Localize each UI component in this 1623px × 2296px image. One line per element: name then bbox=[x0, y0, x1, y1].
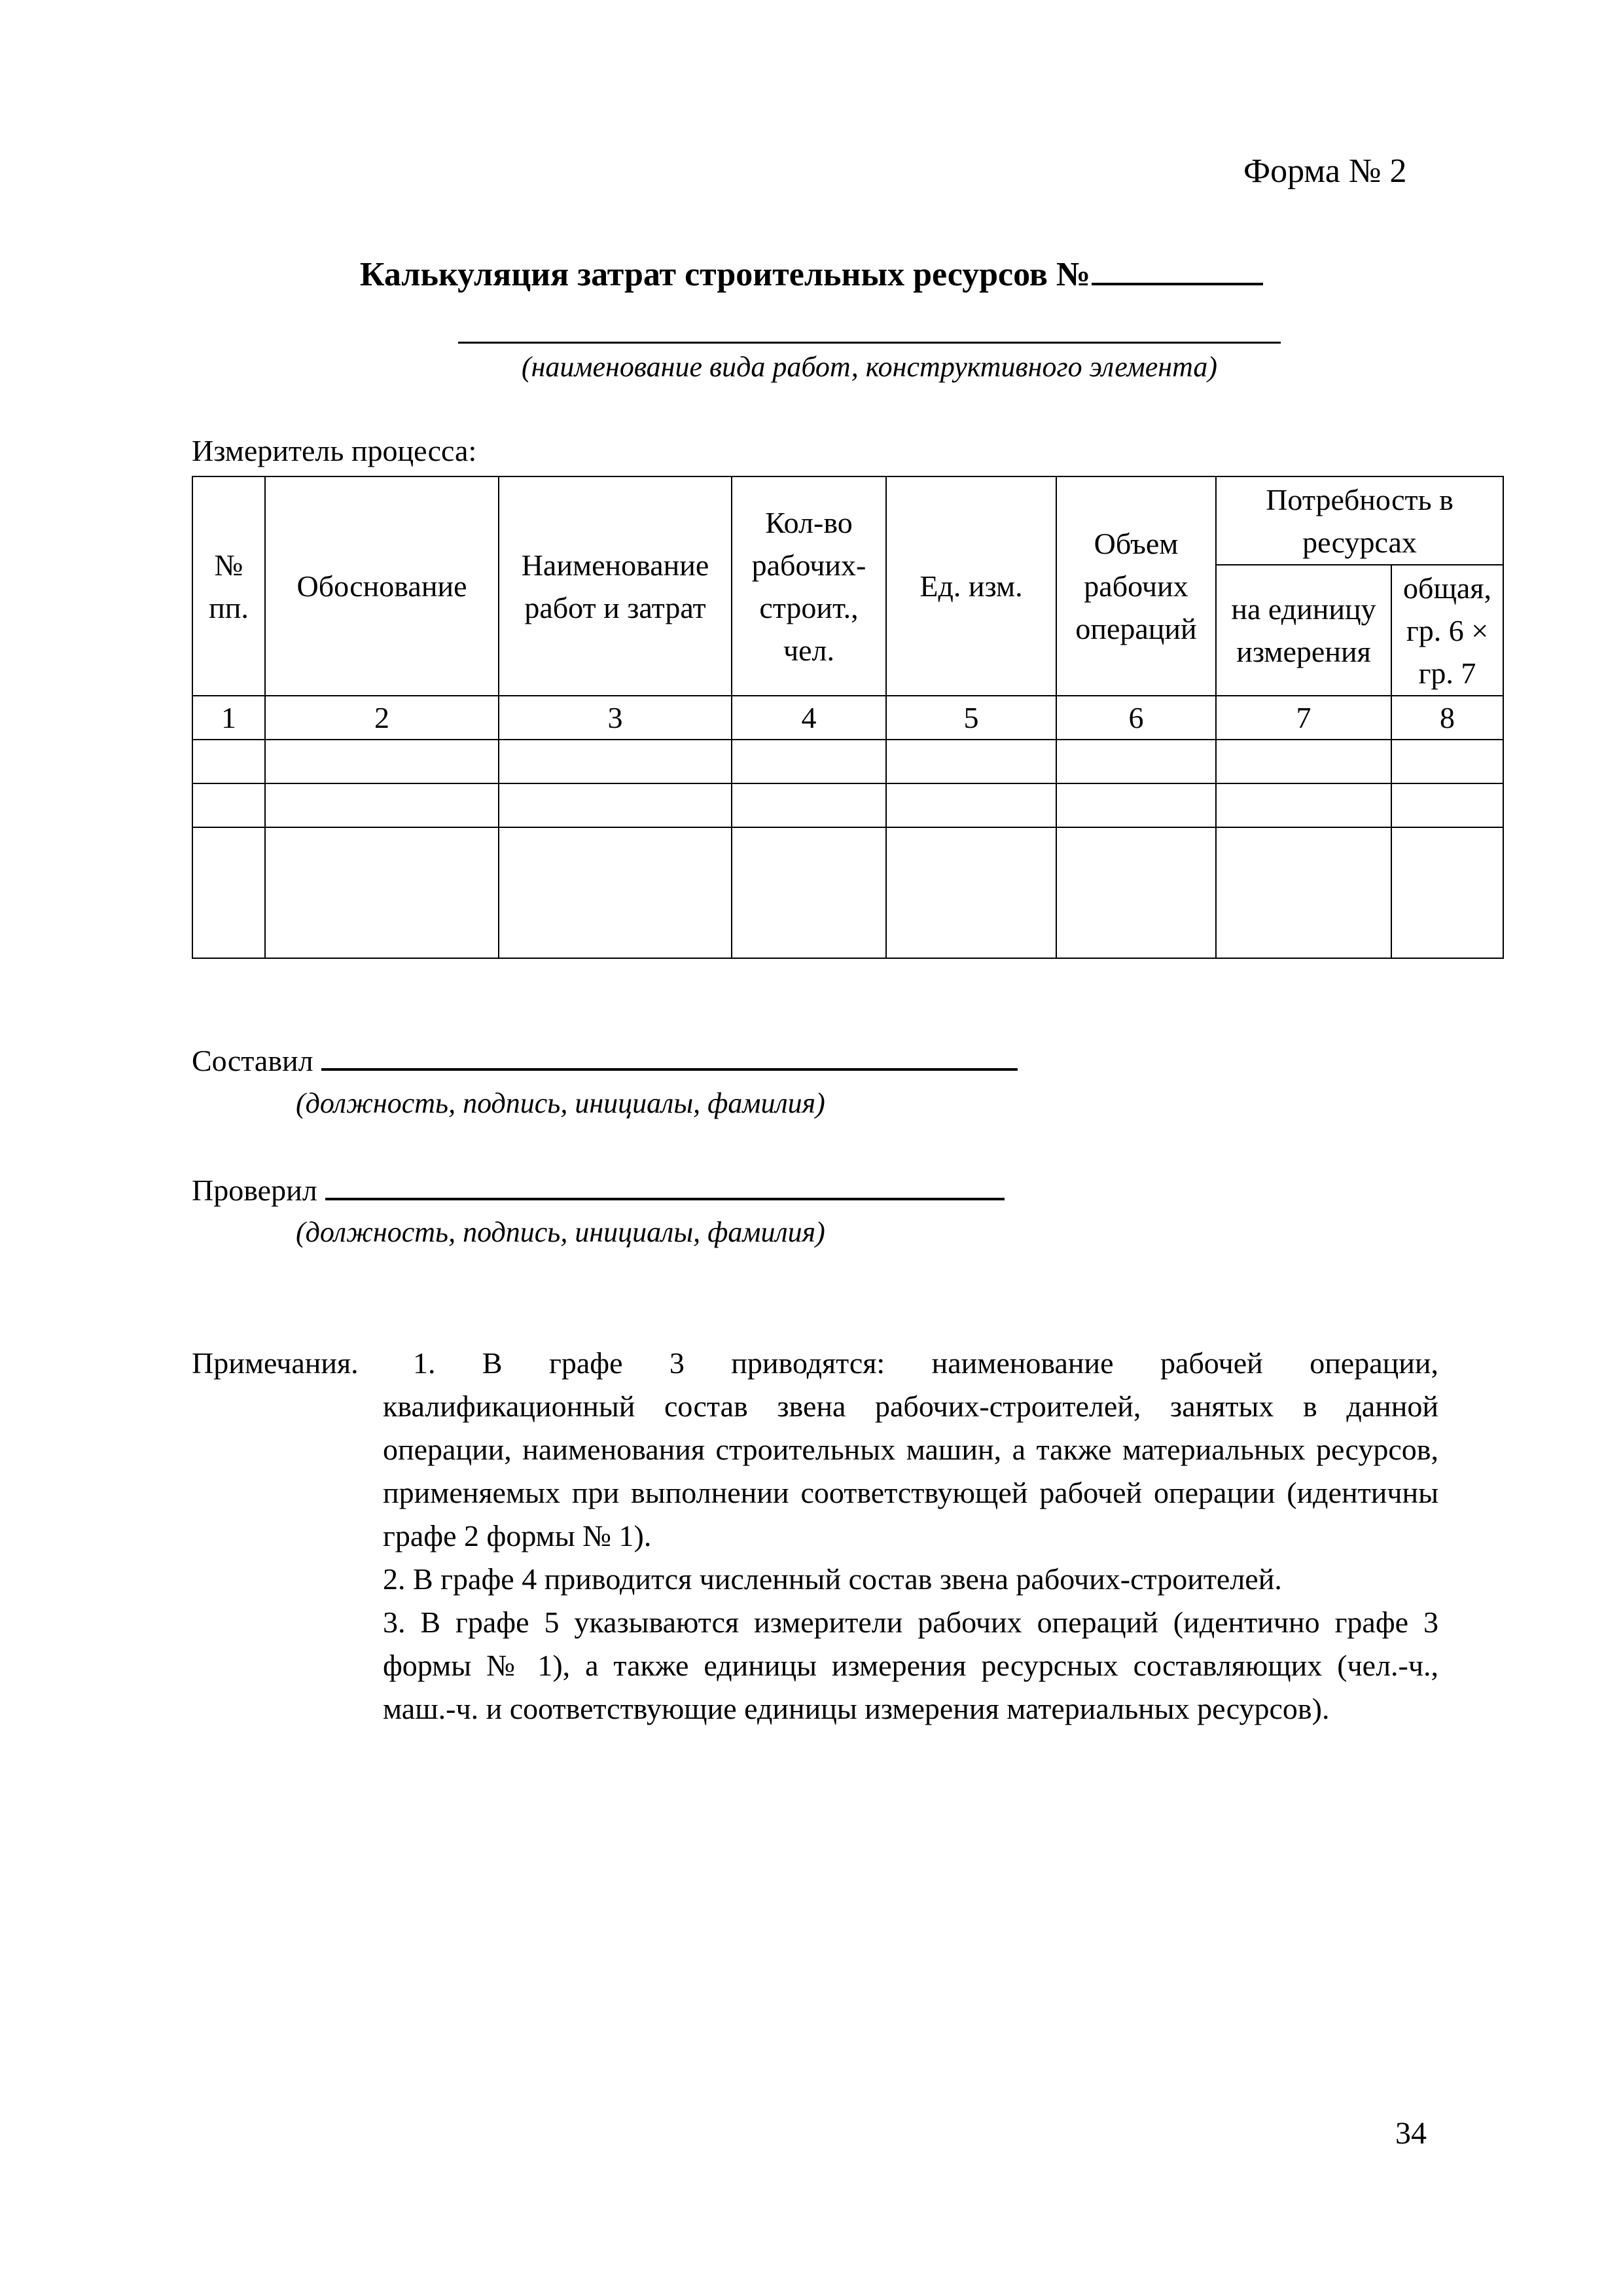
column-number: 7 bbox=[1216, 696, 1391, 740]
table-cell[interactable] bbox=[192, 827, 265, 958]
table-cell[interactable] bbox=[499, 827, 732, 958]
compiled-by-signature-line[interactable] bbox=[321, 1042, 1018, 1071]
checked-by-signature-line[interactable] bbox=[325, 1172, 1005, 1200]
calculation-table bbox=[192, 476, 1504, 959]
table-row bbox=[192, 783, 1503, 827]
table-cell[interactable] bbox=[732, 740, 886, 783]
table-cell[interactable] bbox=[1391, 827, 1503, 958]
note-item-2: 2. В графе 4 приводится численный состав звена рабочих-строителей. bbox=[383, 1562, 1282, 1596]
table-cell[interactable] bbox=[499, 740, 732, 783]
note-item-1-first-line: 1. В графе 3 приводятся: наименование рабочей операции, bbox=[413, 1346, 1438, 1380]
compiled-by-label: Составил bbox=[192, 1044, 313, 1077]
table-cell[interactable] bbox=[1056, 827, 1216, 958]
table-cell[interactable] bbox=[732, 783, 886, 827]
checked-by-row bbox=[192, 1172, 1005, 1208]
column-number: 5 bbox=[886, 696, 1056, 740]
header-unit: Ед. изм. bbox=[886, 476, 1056, 696]
table-cell[interactable] bbox=[886, 740, 1056, 783]
table-cell[interactable] bbox=[265, 783, 499, 827]
header-work-name: Наименование работ и затрат bbox=[499, 476, 732, 696]
table-cell[interactable] bbox=[265, 827, 499, 958]
table-cell[interactable] bbox=[732, 827, 886, 958]
header-per-unit: на единицу измерения bbox=[1216, 565, 1391, 696]
table-row bbox=[192, 827, 1503, 958]
column-number: 8 bbox=[1391, 696, 1503, 740]
page-number: 34 bbox=[1395, 2116, 1427, 2151]
table-cell[interactable] bbox=[1216, 783, 1391, 827]
table-row bbox=[192, 740, 1503, 783]
header-total: общая, гр. 6 × гр. 7 bbox=[1391, 565, 1503, 696]
column-number: 3 bbox=[499, 696, 732, 740]
column-number: 4 bbox=[732, 696, 886, 740]
compiled-by-caption: (должность, подпись, инициалы, фамилия) bbox=[296, 1087, 825, 1119]
header-volume: Объем рабочих операций bbox=[1056, 476, 1216, 696]
table-cell[interactable] bbox=[1056, 783, 1216, 827]
compiled-by-row bbox=[192, 1042, 1018, 1078]
notes-label: Примечания. bbox=[192, 1346, 359, 1380]
table-cell[interactable] bbox=[1391, 783, 1503, 827]
header-worker-count: Кол-во рабочих-строит., чел. bbox=[732, 476, 886, 696]
table-cell[interactable] bbox=[1056, 740, 1216, 783]
table-cell[interactable] bbox=[1391, 740, 1503, 783]
table-cell[interactable] bbox=[192, 783, 265, 827]
title-text: Калькуляция затрат строительных ресурсов № bbox=[359, 256, 1091, 293]
column-number: 6 bbox=[1056, 696, 1216, 740]
process-measure-label: Измеритель процесса: bbox=[192, 434, 477, 467]
table-cell[interactable] bbox=[886, 783, 1056, 827]
work-type-line[interactable] bbox=[458, 342, 1281, 344]
table-cell[interactable] bbox=[1216, 827, 1391, 958]
header-resource-need: Потребность в ресурсах bbox=[1216, 476, 1503, 565]
header-basis: Обоснование bbox=[265, 476, 499, 696]
checked-by-caption: (должность, подпись, инициалы, фамилия) bbox=[296, 1216, 825, 1248]
header-number: № пп. bbox=[192, 476, 265, 696]
checked-by-label: Проверил bbox=[192, 1174, 317, 1207]
note-item-3: 3. В графе 5 указываются измерители рабочих операций (идентично графе 3 формы № 1), а также единицы измерения ресурсных составляющих (чел.-ч., маш.-ч. и соответствующие единицы измерения материальных ресурсов). bbox=[383, 1605, 1438, 1725]
work-type-caption: (наименование вида работ, конструктивного элемента) bbox=[521, 351, 1218, 383]
table-cell[interactable] bbox=[192, 740, 265, 783]
table-cell[interactable] bbox=[265, 740, 499, 783]
table-cell[interactable] bbox=[886, 827, 1056, 958]
note-item-1-rest: квалификационный состав звена рабочих-строителей, занятых в данной операции, наименования строительных машин, а также материальных ресурсов, применяемых при выполнении соответствующей рабочей операции (идентичны графе 2 формы № 1). bbox=[383, 1390, 1438, 1552]
column-number: 1 bbox=[192, 696, 265, 740]
document-title bbox=[0, 254, 1623, 294]
notes-body bbox=[383, 1385, 1438, 1731]
title-number-blank[interactable] bbox=[1092, 254, 1263, 285]
table-cell[interactable] bbox=[499, 783, 732, 827]
table-cell[interactable] bbox=[1216, 740, 1391, 783]
column-number: 2 bbox=[265, 696, 499, 740]
form-label: Форма № 2 bbox=[1243, 152, 1407, 190]
